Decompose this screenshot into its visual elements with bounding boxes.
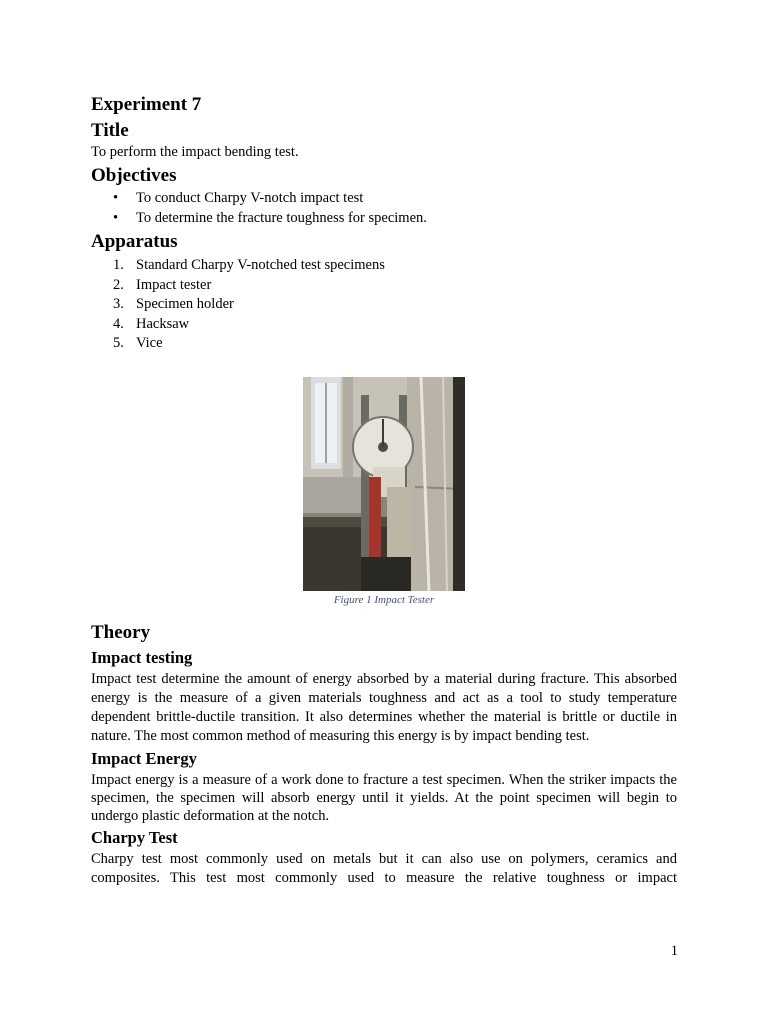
apparatus-number: 3. (113, 296, 124, 312)
apparatus-item (91, 276, 677, 296)
apparatus-number: 1. (113, 257, 124, 273)
objectives-heading: Objectives (91, 165, 177, 186)
bullet-icon: • (113, 210, 119, 226)
objective-text: To conduct Charpy V-notch impact test (136, 190, 364, 206)
apparatus-number: 5. (113, 335, 124, 351)
page-content (91, 92, 677, 888)
impact-testing-heading: Impact testing (91, 647, 193, 667)
apparatus-list (91, 256, 677, 354)
impact-energy-heading: Impact Energy (91, 748, 197, 768)
apparatus-number: 4. (113, 315, 124, 332)
apparatus-heading: Apparatus (91, 231, 178, 252)
apparatus-text: Hacksaw (136, 315, 190, 332)
impact-tester-photo (303, 377, 465, 591)
apparatus-text: Vice (136, 335, 163, 351)
bullet-icon: • (113, 190, 119, 206)
objectives-list (91, 188, 677, 228)
experiment-heading: Experiment 7 (91, 94, 202, 115)
figure (91, 377, 677, 607)
apparatus-text: Standard Charpy V-notched test specimens (136, 257, 385, 273)
objective-text: To determine the fracture toughness for specimen. (136, 210, 427, 226)
charpy-test-paragraph: Charpy test most commonly used on metals but it can also use on polymers, ceramics and composites. This test most commonly used to measure the relative toughness or impact (91, 850, 677, 886)
charpy-test-heading: Charpy Test (91, 827, 178, 847)
apparatus-item (91, 334, 677, 354)
apparatus-text: Specimen holder (136, 296, 234, 312)
apparatus-item (91, 315, 677, 335)
figure-caption: Figure 1 Impact Tester (333, 593, 435, 606)
page-number: 1 (670, 943, 678, 959)
apparatus-item (91, 256, 677, 276)
apparatus-number: 2. (113, 276, 124, 293)
objective-item (91, 188, 677, 208)
apparatus-item (91, 295, 677, 315)
impact-testing-paragraph: Impact test determine the amount of energy absorbed by a material during fracture. This absorbed energy is the measure of a given materials toughness and act as a tool to study temperature dependent brittle-ductile transition. It also determines whether the material is brittle or ductile in nature. The most common method of measuring this energy is by impact bending test. (91, 670, 677, 744)
impact-energy-paragraph: Impact energy is a measure of a work done to fracture a test specimen. When the striker impacts the specimen, the specimen will absorb energy until it yields. At the point specimen will begin to undergo plastic deformation at the notch. (91, 771, 677, 824)
title-text: To perform the impact bending test. (91, 144, 299, 160)
objective-item (91, 208, 677, 228)
title-heading: Title (91, 120, 129, 141)
theory-heading: Theory (91, 621, 151, 643)
apparatus-text: Impact tester (136, 276, 212, 293)
